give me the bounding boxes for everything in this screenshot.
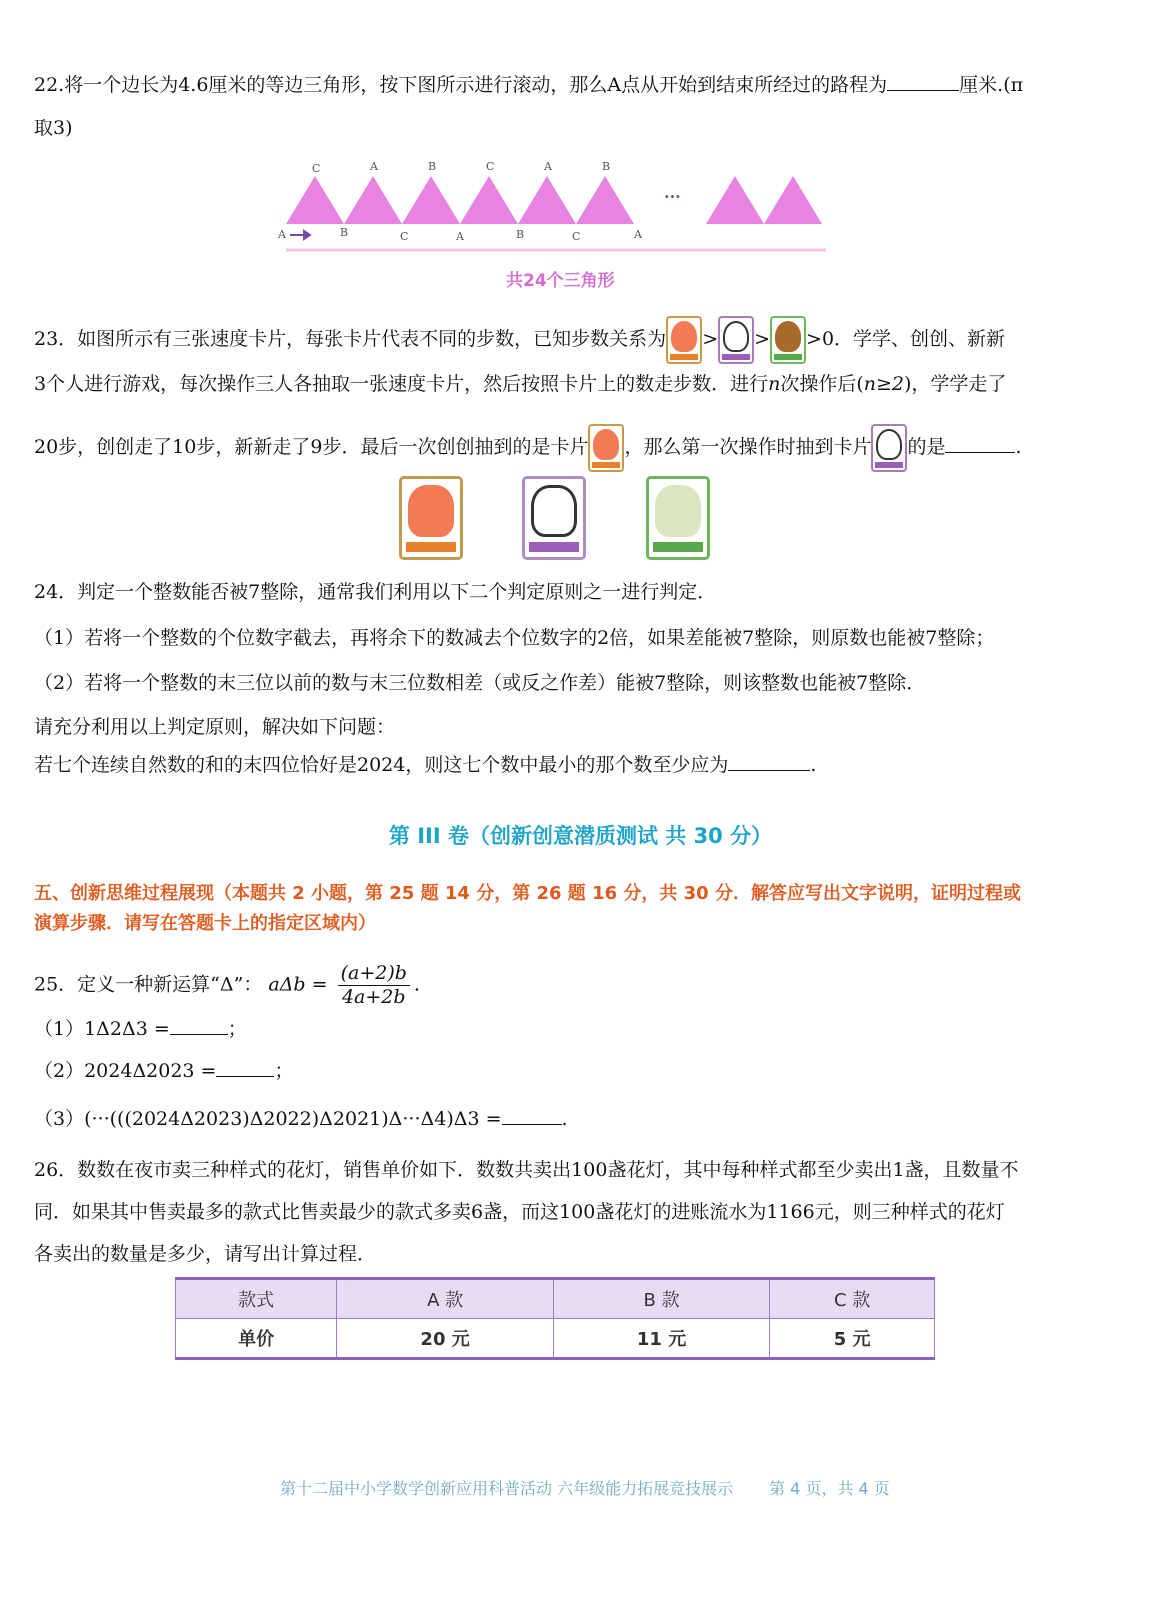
q25-part3: （3）(···(((2024Δ2023)Δ2022)Δ2021)Δ···Δ4)Δ3 = . (34, 1108, 568, 1130)
q23-line1: 23．如图所示有三张速度卡片，每张卡片代表不同的步数，已知步数关系为 > > >0．学学、创创、新新 (34, 316, 1005, 364)
q24-rule1: （1）若将一个整数的个位数字截去，再将余下的数减去个位数字的2倍，如果差能被7整除，则原数也能被7整除； (34, 627, 995, 649)
q24-rule2: （2）若将一个整数的末三位以前的数与末三位数相差（或反之作差）能被7整除，则该整数也能被7整除． (34, 672, 926, 694)
top-label: A (544, 160, 552, 173)
table-cell: B 款 (553, 1279, 769, 1319)
table-cell: 5 元 (770, 1319, 935, 1359)
bottom-label: C (572, 230, 581, 243)
cow-card-icon (718, 316, 754, 364)
q24-line5: 若七个连续自然数的和的末四位恰好是2024，则这七个数中最小的那个数至少应为 . (34, 754, 817, 776)
table-cell: 款式 (176, 1279, 337, 1319)
bottom-label: A (456, 230, 464, 243)
q26-line2: 同．如果其中售卖最多的款式比售卖最少的款式多卖6盏，而这100盏花灯的进账流水为1166元，则三种样式的花灯 (34, 1201, 1005, 1223)
section-title: 第 III 卷（创新创意潜质测试 共 30 分） (388, 824, 773, 848)
q25-part2: （2）2024Δ2023 = ； (34, 1060, 294, 1082)
q24-line4: 请充分利用以上判定原则，解决如下问题： (34, 716, 396, 738)
triangles (286, 176, 822, 224)
table-cell: 20 元 (337, 1319, 553, 1359)
bottom-label: B (340, 226, 349, 239)
q23-answer-blank (945, 434, 1015, 453)
page-footer: 第十二届中小学数学创新应用科普活动 六年级能力拓展竞技展示 第 4 页，共 4 页 (280, 1479, 890, 1498)
q26-line1: 26．数数在夜市卖三种样式的花灯，销售单价如下．数数共卖出100盏花灯，其中每种样式都至少卖出1盏，且数量不 (34, 1159, 1019, 1181)
q25-part1: （1）1Δ2Δ3 = ； (34, 1018, 247, 1040)
figure-caption: 共24个三角形 (506, 271, 615, 291)
q25-2-blank (216, 1058, 274, 1077)
table-cell: C 款 (770, 1279, 935, 1319)
table-header-row (176, 1279, 935, 1319)
dragon-card-icon (588, 424, 624, 472)
section-instructions-line1: 五、创新思维过程展现（本题共 2 小题，第 25 题 14 分，第 26 题 16 分，共 30 分．解答应写出文字说明，证明过程或 (34, 883, 1021, 904)
snail-card-icon (646, 476, 710, 560)
arrow-icon (290, 231, 310, 239)
section-instructions-line2: 演算步骤．请写在答题卡上的指定区域内） (34, 913, 376, 934)
q22-line2: 取3) (34, 117, 73, 139)
ellipsis: ··· (664, 187, 681, 206)
top-label: A (370, 160, 378, 173)
cow-card-icon (871, 424, 907, 472)
dragon-card-icon (399, 476, 463, 560)
bottom-label: A (634, 228, 642, 241)
cow-card-icon (522, 476, 586, 560)
formula-lhs: aΔb = (268, 973, 328, 996)
table-cell: A 款 (337, 1279, 553, 1319)
q25-3-blank (502, 1106, 562, 1125)
top-label: C (312, 162, 321, 175)
q23-line3: 20步，创创走了10步，新新走了9步．最后一次创创抽到的是卡片 ，那么第一次操作时抽到卡片 的是 . (34, 424, 1022, 472)
q23-line2: 3个人进行游戏，每次操作三人各抽取一张速度卡片，然后按照卡片上的数走步数．进行n次操作后(n≥2)，学学走了 (34, 373, 1007, 395)
dragon-card-icon (666, 316, 702, 364)
rolling-triangles-figure (278, 158, 838, 296)
snail-card-icon (770, 316, 806, 364)
top-label: B (428, 160, 437, 173)
table-row (176, 1319, 935, 1359)
bottom-label: B (516, 228, 525, 241)
bottom-label: A (278, 228, 286, 241)
bottom-label: C (400, 230, 409, 243)
q22-line1: 22.将一个边长为4.6厘米的等边三角形，按下图所示进行滚动，那么A点从开始到结束所经过的路程为 厘米.(π (34, 74, 1024, 96)
page-number: 第 4 页，共 4 页 (769, 1479, 890, 1498)
q25-line1: 25．定义一种新运算“Δ”： aΔb = $\frac{(a+2)b}{4a+2b}$ . (34, 962, 420, 1008)
table-cell: 单价 (176, 1319, 337, 1359)
q26-line3: 各卖出的数量是多少，请写出计算过程． (34, 1243, 377, 1265)
top-label: C (486, 160, 495, 173)
table-cell: 11 元 (553, 1319, 769, 1359)
q24-answer-blank (728, 752, 810, 771)
top-label: B (602, 160, 611, 173)
q25-1-blank (170, 1016, 228, 1035)
formula-fraction: $\frac{(a+2)b}{4a+2b}$ (338, 962, 410, 1009)
q24-line1: 24．判定一个整数能否被7整除，通常我们利用以下二个判定原则之一进行判定． (34, 581, 717, 603)
q22-answer-blank (887, 72, 959, 91)
price-table (175, 1277, 935, 1360)
